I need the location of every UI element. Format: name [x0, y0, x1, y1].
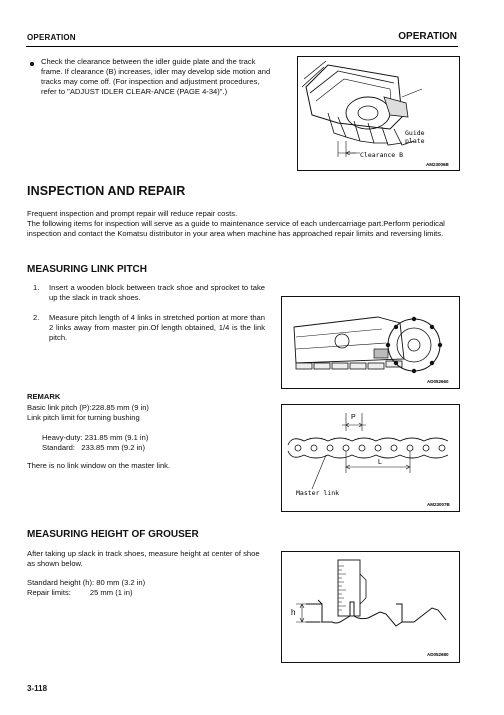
link-pitch-figure [281, 296, 460, 389]
grouser-repair-limits: Repair limits: 25 mm (1 in) [27, 588, 133, 597]
link-pitch-fig-code: AD052660 [427, 379, 449, 384]
grouser-title: MEASURING HEIGHT OF GROUSER [27, 529, 199, 540]
idler-fig-guide-2: plate [405, 137, 425, 145]
idler-fig-clearance: Clearance B [360, 151, 404, 159]
pitch-fig-code: AM23007B [427, 502, 450, 507]
inspection-para-1: Frequent inspection and prompt repair will reduce repair costs. [27, 209, 238, 218]
pitch-fig-master-link: Master link [296, 489, 340, 497]
pitch-fig-label-p: P [351, 414, 356, 421]
idler-figure [297, 56, 460, 171]
header-rule [26, 46, 458, 47]
inspection-title: INSPECTION AND REPAIR [27, 184, 186, 198]
remark-pitch-limit: Link pitch limit for turning bushing [27, 413, 140, 422]
grouser-fig-code: AD052680 [427, 652, 449, 657]
idler-fig-guide-1: Guide [405, 129, 425, 137]
remark-standard: Standard: 233.85 mm (9.2 in) [42, 443, 145, 452]
page-number: 3-118 [27, 684, 48, 693]
header-left: OPERATION [27, 33, 76, 42]
grouser-standard-height: Standard height (h): 80 mm (3.2 in) [27, 578, 146, 587]
remark-title: REMARK [27, 392, 61, 401]
grouser-figure-drawing [282, 552, 459, 662]
remark-master-link-note: There is no link window on the master link. [27, 461, 171, 470]
link-pitch-title: MEASURING LINK PITCH [27, 264, 147, 275]
step-1-number: 1. [33, 283, 40, 292]
header-right: OPERATION [398, 31, 457, 42]
step-2-number: 2. [33, 313, 40, 322]
idler-figure-drawing [298, 57, 459, 170]
step-2-text: Measure pitch length of 4 links in stretched portion at more than 2 links away from master pin.Of length obtained, 1/4 is the link pitch. [49, 313, 265, 342]
remark-heavy-duty: Heavy-duty: 231.85 mm (9.1 in) [42, 433, 149, 442]
pitch-fig-label-l: L [378, 459, 382, 466]
link-pitch-figure-drawing [282, 297, 459, 388]
grouser-fig-label-h: h [291, 608, 296, 617]
idler-note-text: Check the clearance between the idler guide plate and the track frame. If clearance (B) increases, idler may develop side motion and tracks may come off. (For inspection and adjustment procedures, refer to "ADJUST IDLER CLEAR-ANCE (PAGE 4-34)".) [41, 57, 271, 96]
grouser-para: After taking up slack in track shoes, measure height at center of shoe as shown below. [27, 549, 260, 568]
remark-basic-pitch: Basic link pitch (P):228.85 mm (9 in) [27, 403, 149, 412]
step-1-text: Insert a wooden block between track shoe and sprocket to take up the slack in track shoes. [49, 283, 265, 302]
bullet-icon [30, 62, 34, 66]
grouser-figure [281, 551, 460, 663]
pitch-chain-figure [281, 404, 460, 512]
inspection-para-2: The following items for inspection will serve as a guide to maintenance service of each undercarriage part.Perform periodical inspection and contact the Komatsu distributor in your area when machine has approached repair limits and reversing limits. [27, 219, 445, 238]
idler-fig-code: AM23006B [426, 162, 449, 167]
pitch-chain-figure-drawing [282, 405, 459, 511]
